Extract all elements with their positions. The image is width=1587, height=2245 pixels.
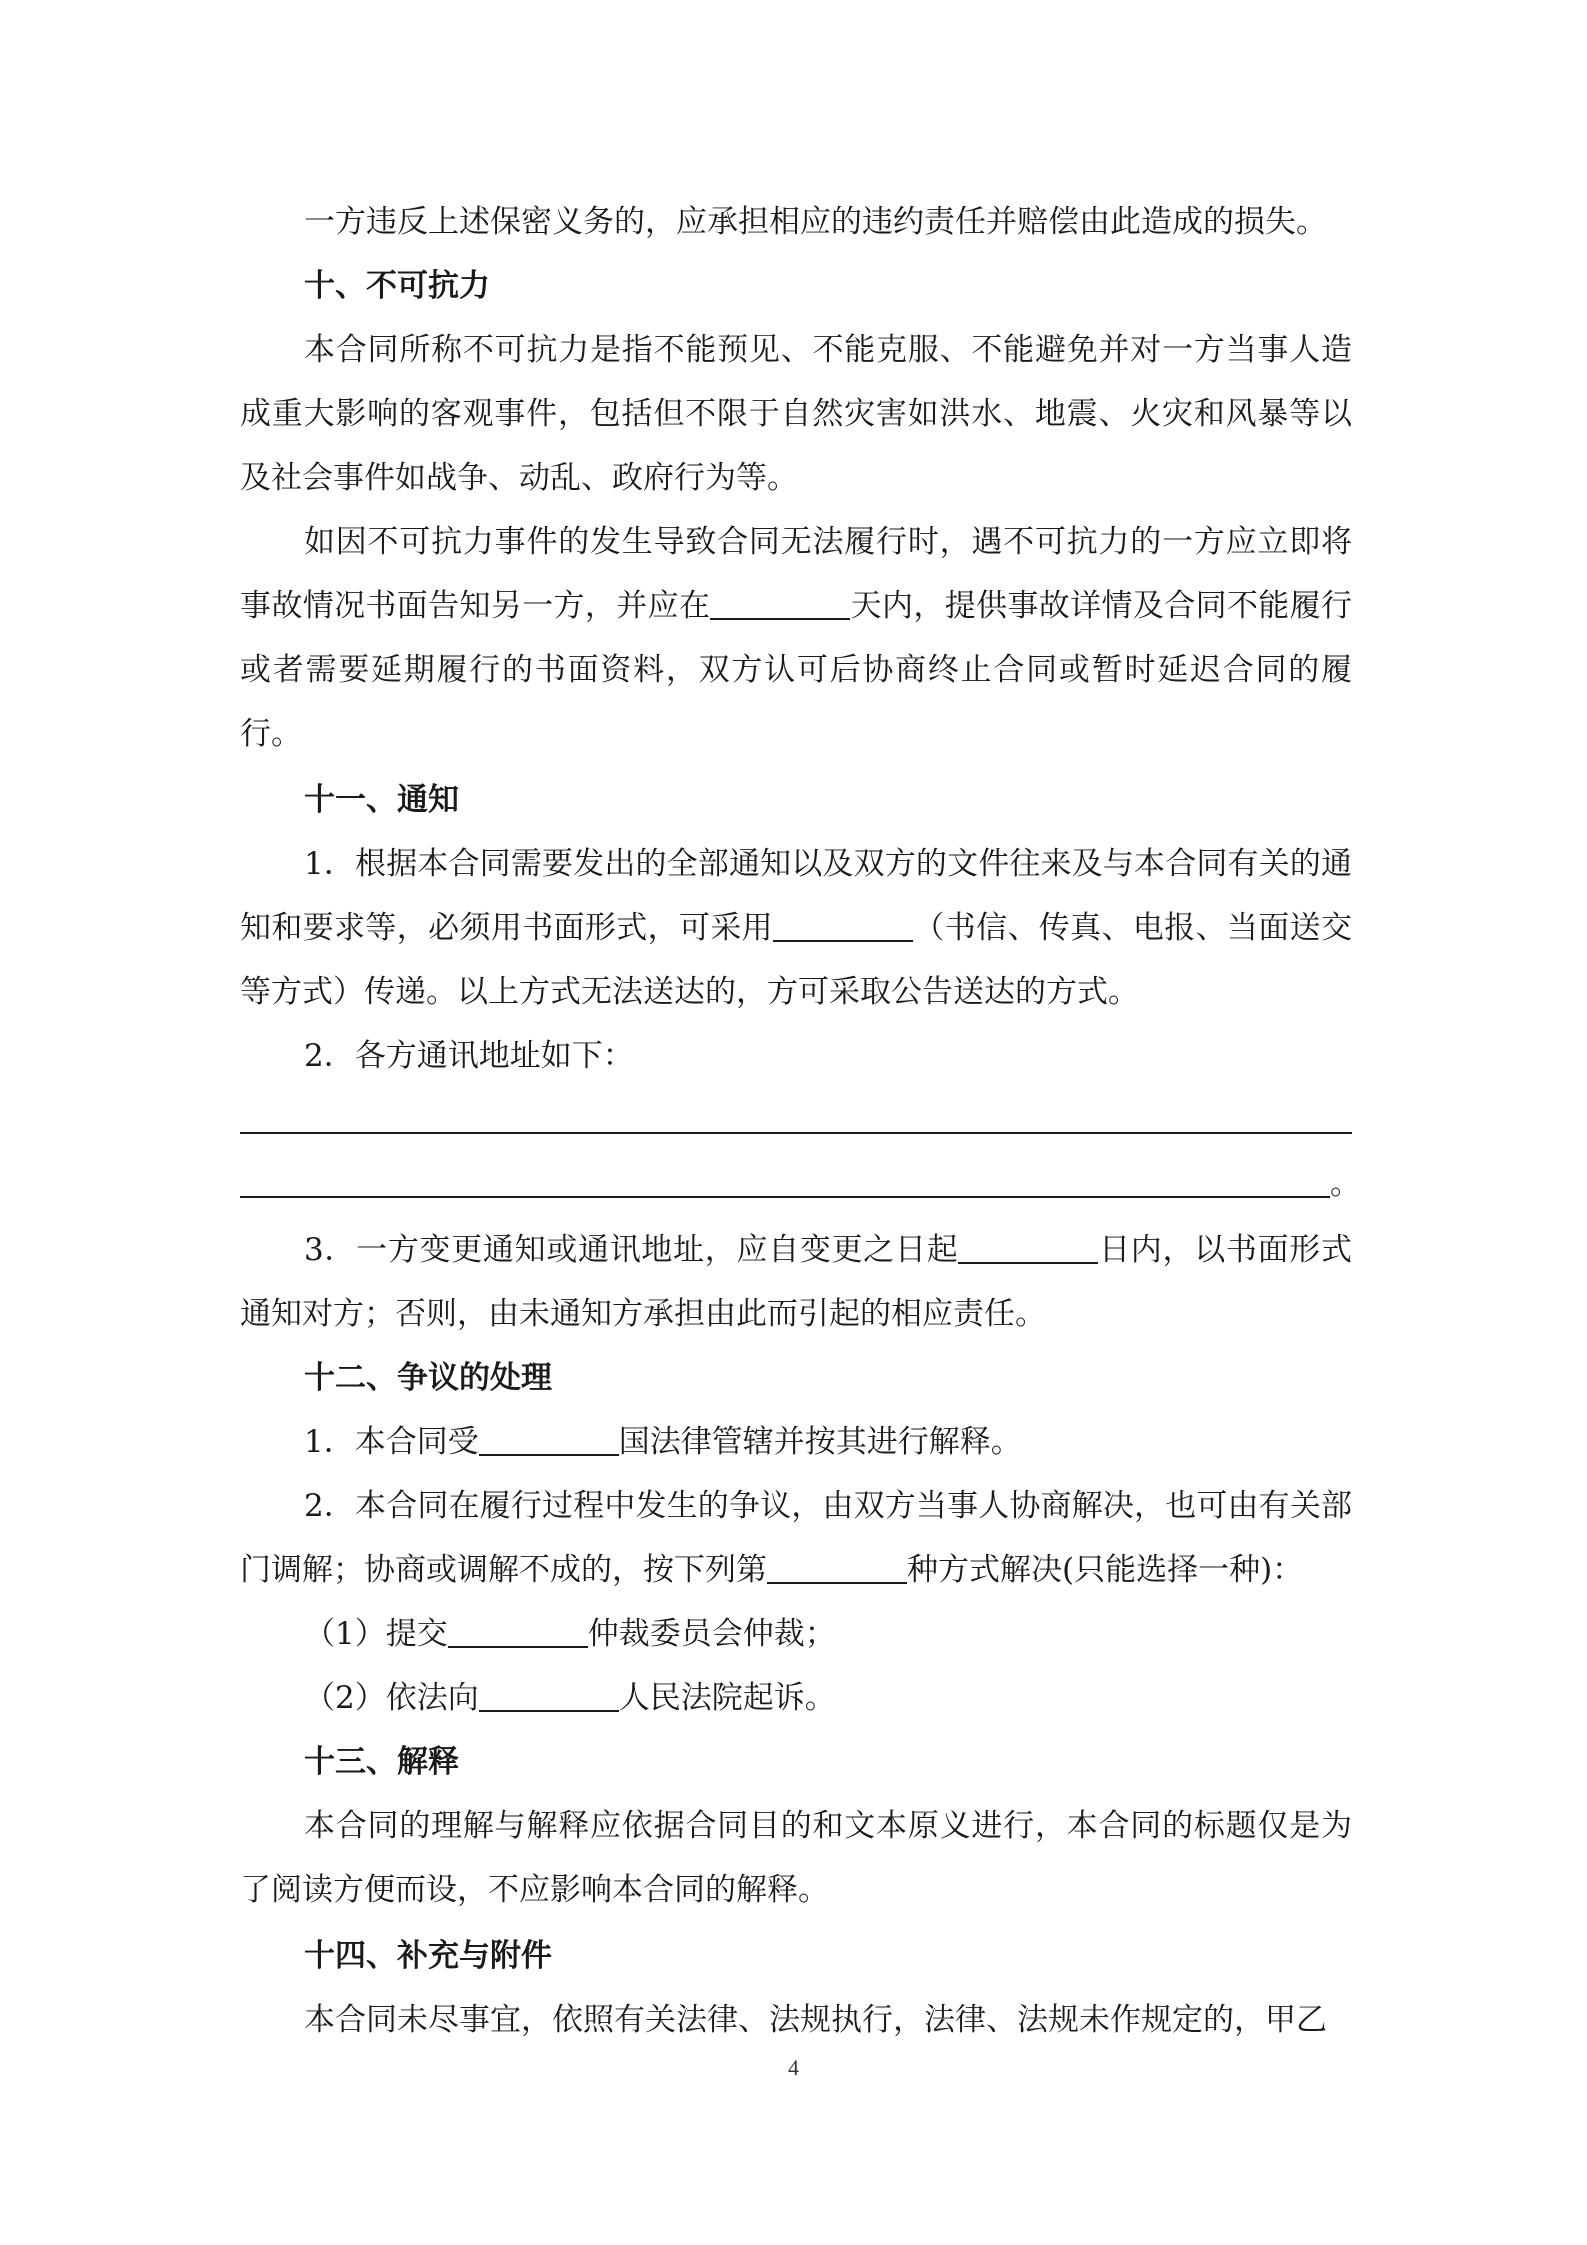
notice-item-1-text-1: 1．根据本合同需要发出的全部通知以及双方的文件往来及与本合同有关的通知和要求等，必须用书面形式，可采用	[240, 846, 1352, 946]
delivery-method-blank-field[interactable]	[773, 910, 913, 942]
notice-item-3-text-1: 3．一方变更通知或通讯地址，应自变更之日起	[304, 1232, 959, 1268]
dispute-item-2	[240, 1474, 1352, 1602]
dispute-option-1-text-1: （1）提交	[304, 1616, 448, 1652]
section-13-heading: 十三、解释	[304, 1744, 459, 1780]
address-line-2-rule	[240, 1196, 1330, 1198]
dispute-option-2-text-1: （2）依法向	[304, 1680, 479, 1716]
page-number: 4	[788, 2055, 799, 2080]
resolution-method-blank-field[interactable]	[767, 1552, 907, 1584]
notice-item-2: 2．各方通讯地址如下：	[304, 1038, 634, 1074]
address-line-1-rule	[240, 1132, 1352, 1134]
notice-item-1-text-2: （书信、传真、电报、当面送交等方式）传递。以上方式无法送达的，方可采取公告送达的方式。	[240, 910, 1352, 1010]
interpretation-paragraph: 本合同的理解与解释应依据合同目的和文本原义进行，本合同的标题仅是为了阅读方便而设，不应影响本合同的解释。	[240, 1808, 1352, 1908]
dispute-option-2	[240, 1666, 1352, 1730]
dispute-option-2-text-2: 人民法院起诉。	[618, 1680, 836, 1716]
dispute-option-1	[240, 1602, 1352, 1666]
address-line-1[interactable]	[240, 1088, 1352, 1152]
notice-item-3-text-2: 日内，以书面形式通知对方；否则，由未通知方承担由此而引起的相应责任。	[240, 1232, 1352, 1332]
address-end-mark: 。	[1330, 1166, 1361, 1202]
governing-law-blank-field[interactable]	[479, 1424, 619, 1456]
force-majeure-notice-paragraph	[240, 510, 1352, 766]
dispute-item-1-text-2: 国法律管辖并按其进行解释。	[618, 1424, 1022, 1460]
dispute-option-1-text-2: 仲裁委员会仲裁；	[587, 1616, 836, 1652]
dispute-item-2-text-2: 种方式解决(只能选择一种)：	[907, 1552, 1304, 1588]
notice-item-3	[240, 1218, 1352, 1346]
section-10-heading: 十、不可抗力	[304, 268, 490, 304]
document-body	[240, 190, 1361, 2052]
section-11-heading: 十一、通知	[304, 782, 459, 818]
dispute-item-2-text-1: 2．本合同在履行过程中发生的争议，由双方当事人协商解决，也可由有关部门调解；协商或调解不成的，按下列第	[240, 1488, 1352, 1588]
court-blank-field[interactable]	[479, 1680, 619, 1712]
days-blank-field[interactable]	[710, 588, 850, 620]
dispute-item-1-text-1: 1．本合同受	[304, 1424, 479, 1460]
supplement-paragraph: 本合同未尽事宜，依照有关法律、法规执行，法律、法规未作规定的，甲乙	[304, 2002, 1327, 2038]
force-majeure-definition: 本合同所称不可抗力是指不能预见、不能克服、不能避免并对一方当事人造成重大影响的客观事件，包括但不限于自然灾害如洪水、地震、火灾和风暴等以及社会事件如战争、动乱、政府行为等。	[240, 332, 1352, 496]
notice-item-1	[240, 832, 1352, 1024]
confidentiality-breach-paragraph: 一方违反上述保密义务的，应承担相应的违约责任并赔偿由此造成的损失。	[304, 204, 1327, 240]
force-majeure-notice-text-2: 天内，提供事故详情及合同不能履行或者需要延期履行的书面资料，双方认可后协商终止合同或暂时延迟合同的履行。	[240, 588, 1353, 752]
address-line-2[interactable]	[240, 1152, 1361, 1216]
section-14-heading: 十四、补充与附件	[304, 1938, 552, 1974]
dispute-item-1	[240, 1410, 1352, 1474]
force-majeure-notice-text-1: 如因不可抗力事件的发生导致合同无法履行时，遇不可抗力的一方应立即将事故情况书面告知另一方，并应在	[240, 524, 1352, 624]
arbitration-committee-blank-field[interactable]	[448, 1616, 588, 1648]
section-12-heading: 十二、争议的处理	[304, 1360, 552, 1396]
change-days-blank-field[interactable]	[958, 1232, 1098, 1264]
